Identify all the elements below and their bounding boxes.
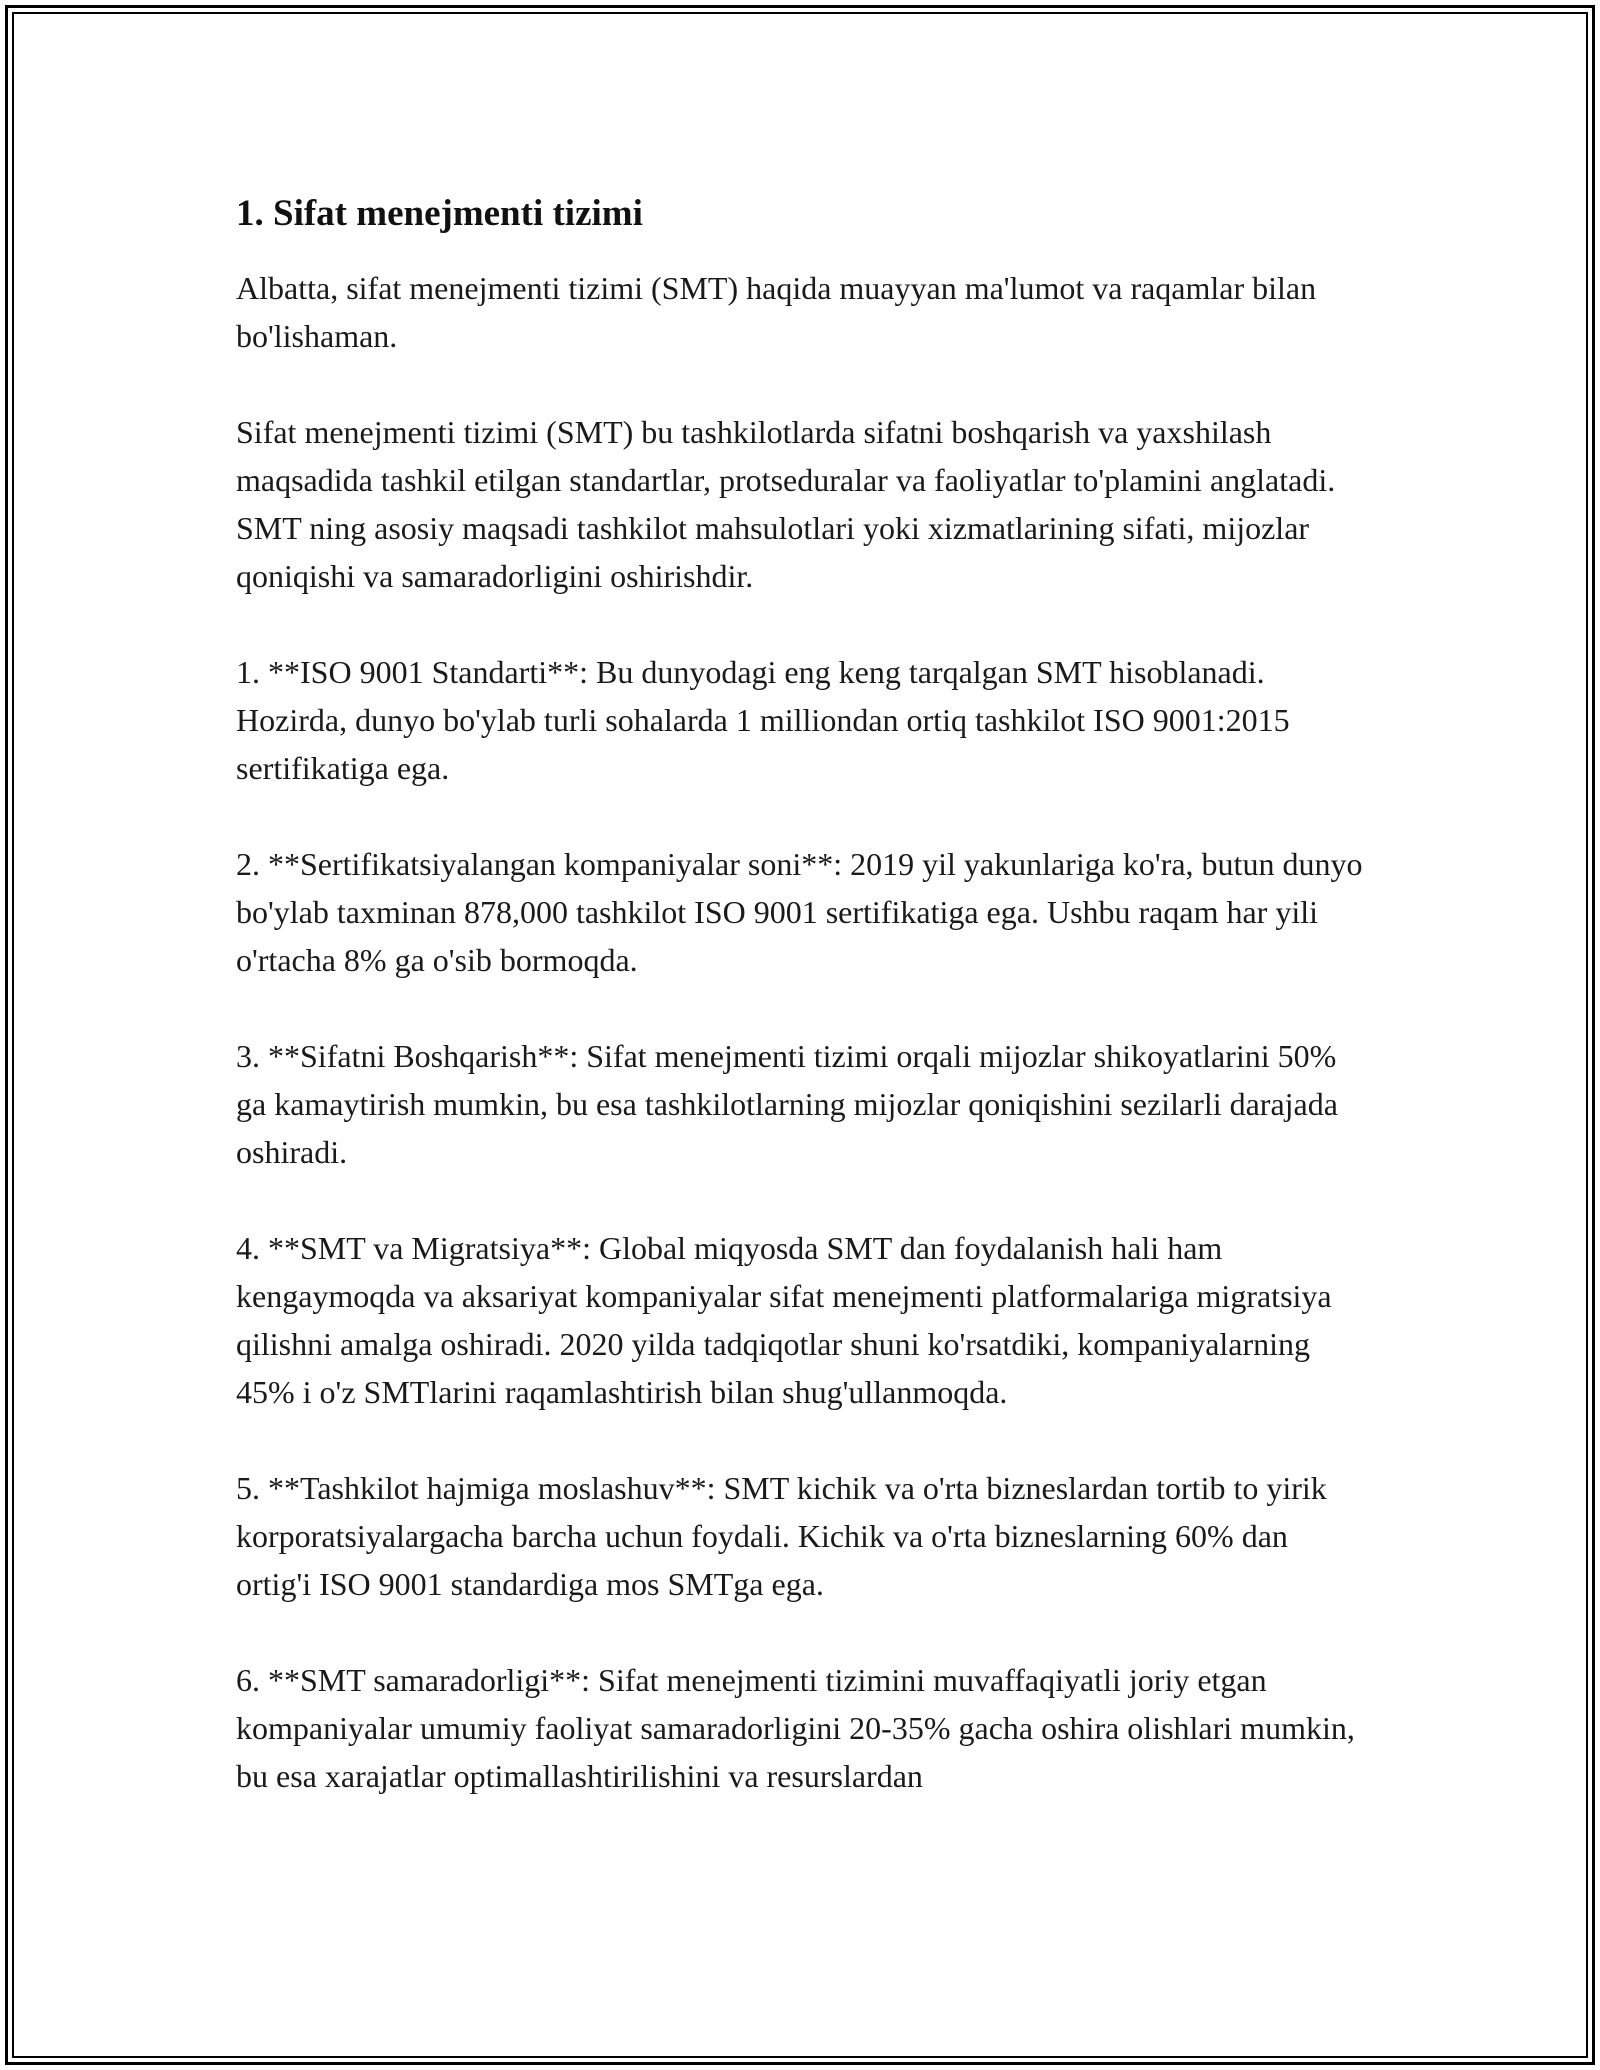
- definition-paragraph: Sifat menejmenti tizimi (SMT) bu tashkilotlarda sifatni boshqarish va yaxshilash maqsadida tashkil etilgan standartlar, protseduralar va faoliyatlar to'plamini anglatadi. SMT ning asosiy maqsadi tashkilot mahsulotlari yoki xizmatlarining sifati, mijozlar qoniqishi va samaradorligini oshirishdir.: [236, 414, 1336, 594]
- section-heading: 1. Sifat menejmenti tizimi: [236, 193, 643, 234]
- list-item-migration: 4. **SMT va Migratsiya**: Global miqyosda SMT dan foydalanish hali ham kengaymoqda va aksariyat kompaniyalar sifat menejmenti platformalariga migratsiya qilishni amalga oshiradi. 2020 yilda tadqiqotlar shuni ko'rsatdiki, kompaniyalarning 45% i o'z SMTlarini raqamlashtirish bilan shug'ullanmoqda.: [236, 1230, 1332, 1410]
- list-item-efficiency: 6. **SMT samaradorligi**: Sifat menejmenti tizimini muvaffaqiyatli joriy etgan kompaniyalar umumiy faoliyat samaradorligini 20-35% gacha oshira olishlari mumkin, bu esa xarajatlar optimallashtirilishini va resurslardan: [236, 1662, 1355, 1794]
- list-item-organization-size: 5. **Tashkilot hajmiga moslashuv**: SMT kichik va o'rta bizneslardan tortib to yirik korporatsiyalargacha barcha uchun foydali. Kichik va o'rta bizneslarning 60% dan ortig'i ISO 9001 standardiga mos SMTga ega.: [236, 1470, 1327, 1602]
- list-item-certified-companies: 2. **Sertifikatsiyalangan kompaniyalar soni**: 2019 yil yakunlariga ko'ra, butun dunyo bo'ylab taxminan 878,000 tashkilot ISO 9001 sertifikatiga ega. Ushbu raqam har yili o'rtacha 8% ga o'sib bormoqda.: [236, 846, 1363, 978]
- list-item-quality-management: 3. **Sifatni Boshqarish**: Sifat menejmenti tizimi orqali mijozlar shikoyatlarini 50% ga kamaytirish mumkin, bu esa tashkilotlarning mijozlar qoniqishini sezilarli darajada oshiradi.: [236, 1038, 1338, 1170]
- intro-paragraph: Albatta, sifat menejmenti tizimi (SMT) haqida muayyan ma'lumot va raqamlar bilan bo'lishaman.: [236, 270, 1317, 354]
- list-item-iso-9001: 1. **ISO 9001 Standarti**: Bu dunyodagi eng keng tarqalgan SMT hisoblanadi. Hozirda, dunyo bo'ylab turli sohalarda 1 milliondan ortiq tashkilot ISO 9001:2015 sertifikatiga ega.: [236, 654, 1290, 786]
- document-body: [236, 188, 1364, 1800]
